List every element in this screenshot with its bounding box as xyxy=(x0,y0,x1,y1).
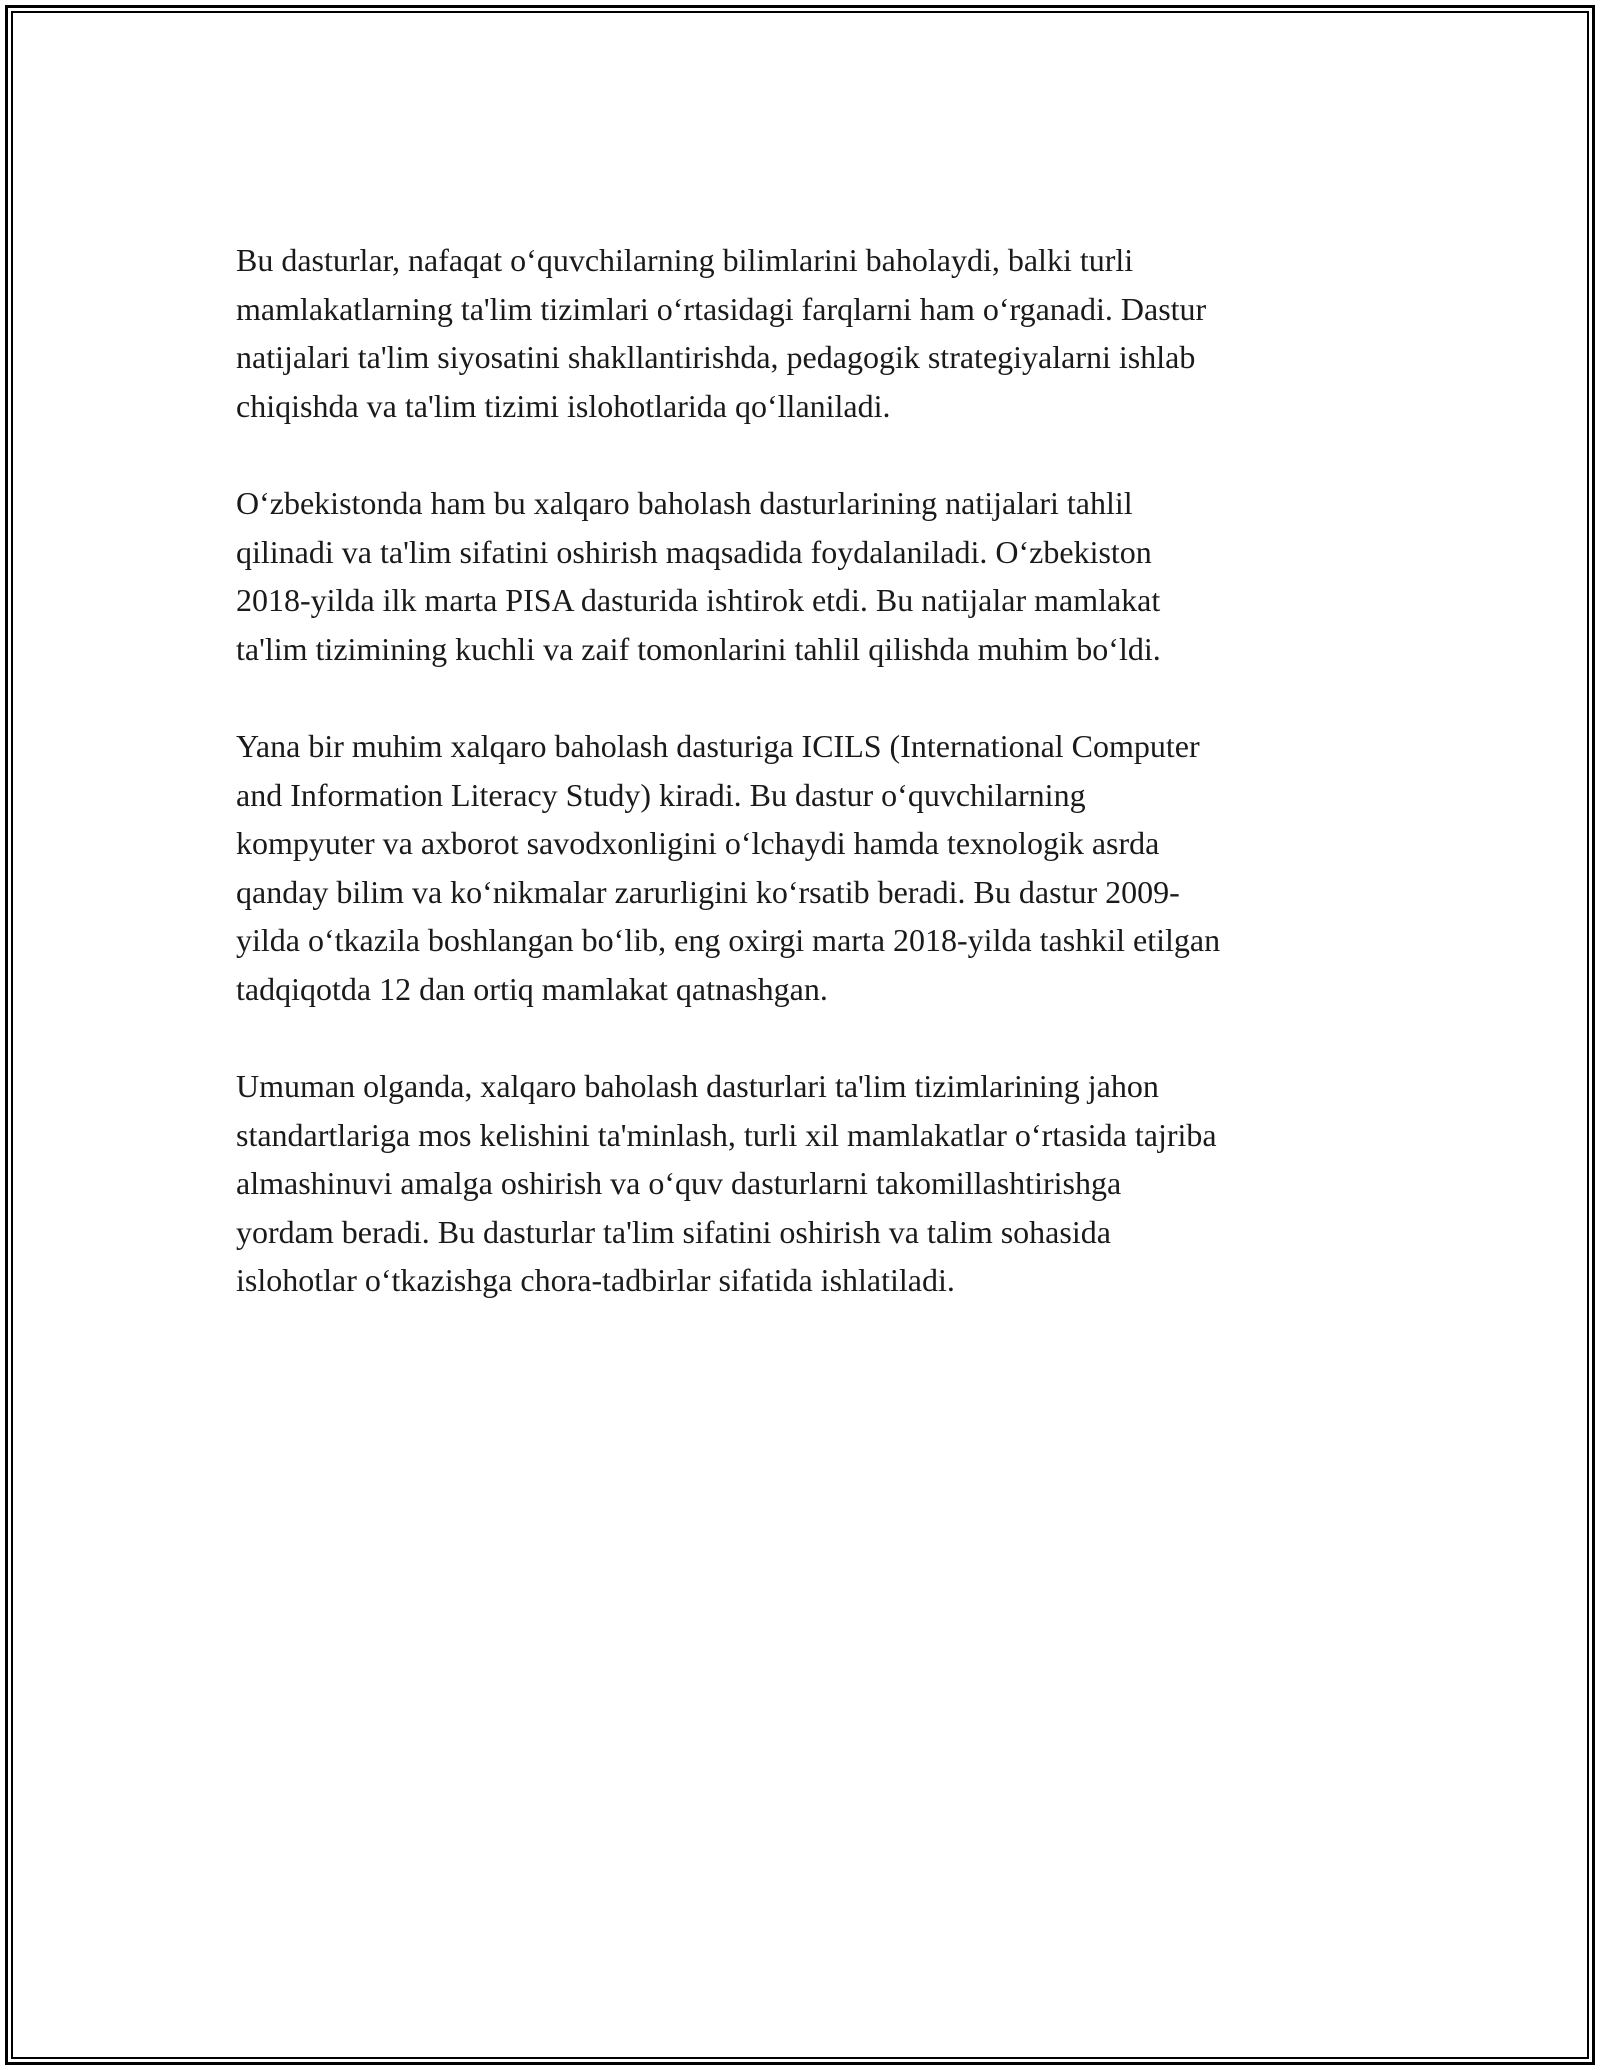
paragraph-1: Bu dasturlar, nafaqat o‘quvchilarning bilimlarini baholaydi, balki turli mamlakatlarning ta'lim tizimlari o‘rtasidagi farqlarni ham o‘rganadi. Dastur natijalari ta'lim siyosatini shakllantirishda, pedagogik strategiyalarni ishlab chiqishda va ta'lim tizimi islohotlarida qo‘llaniladi. xyxy=(236,242,1207,424)
paragraph-4: Umuman olganda, xalqaro baholash dasturlari ta'lim tizimlarining jahon standartlariga mos kelishini ta'minlash, turli xil mamlakatlar o‘rtasida tajriba almashinuvi amalga oshirish va o‘quv dasturlarni takomillashtirishga yordam beradi. Bu dasturlar ta'lim sifatini oshirish va talim sohasida islohotlar o‘tkazishga chora-tadbirlar sifatida ishlatiladi. xyxy=(236,1068,1217,1299)
paragraph-2: O‘zbekistonda ham bu xalqaro baholash dasturlarining natijalari tahlil qilinadi va ta'lim sifatini oshirish maqsadida foydalaniladi. O‘zbekiston 2018-yilda ilk marta PISA dasturida ishtirok etdi. Bu natijalar mamlakat ta'lim tizimining kuchli va zaif tomonlarini tahlil qilishda muhim bo‘ldi. xyxy=(236,484,1161,667)
document-body xyxy=(236,236,1364,1354)
paragraph-3: Yana bir muhim xalqaro baholash dasturiga ICILS (International Computer and Information Literacy Study) kiradi. Bu dastur o‘quvchilarning kompyuter va axborot savodxonligini o‘lchaydi hamda texnologik asrda qanday bilim va ko‘nikmalar zarurligini ko‘rsatib beradi. Bu dastur 2009- yilda o‘tkazila boshlangan bo‘lib, eng oxirgi marta 2018-yilda tashkil etilgan tadqiqotda 12 dan ortiq mamlakat qatnashgan. xyxy=(236,727,1221,1007)
